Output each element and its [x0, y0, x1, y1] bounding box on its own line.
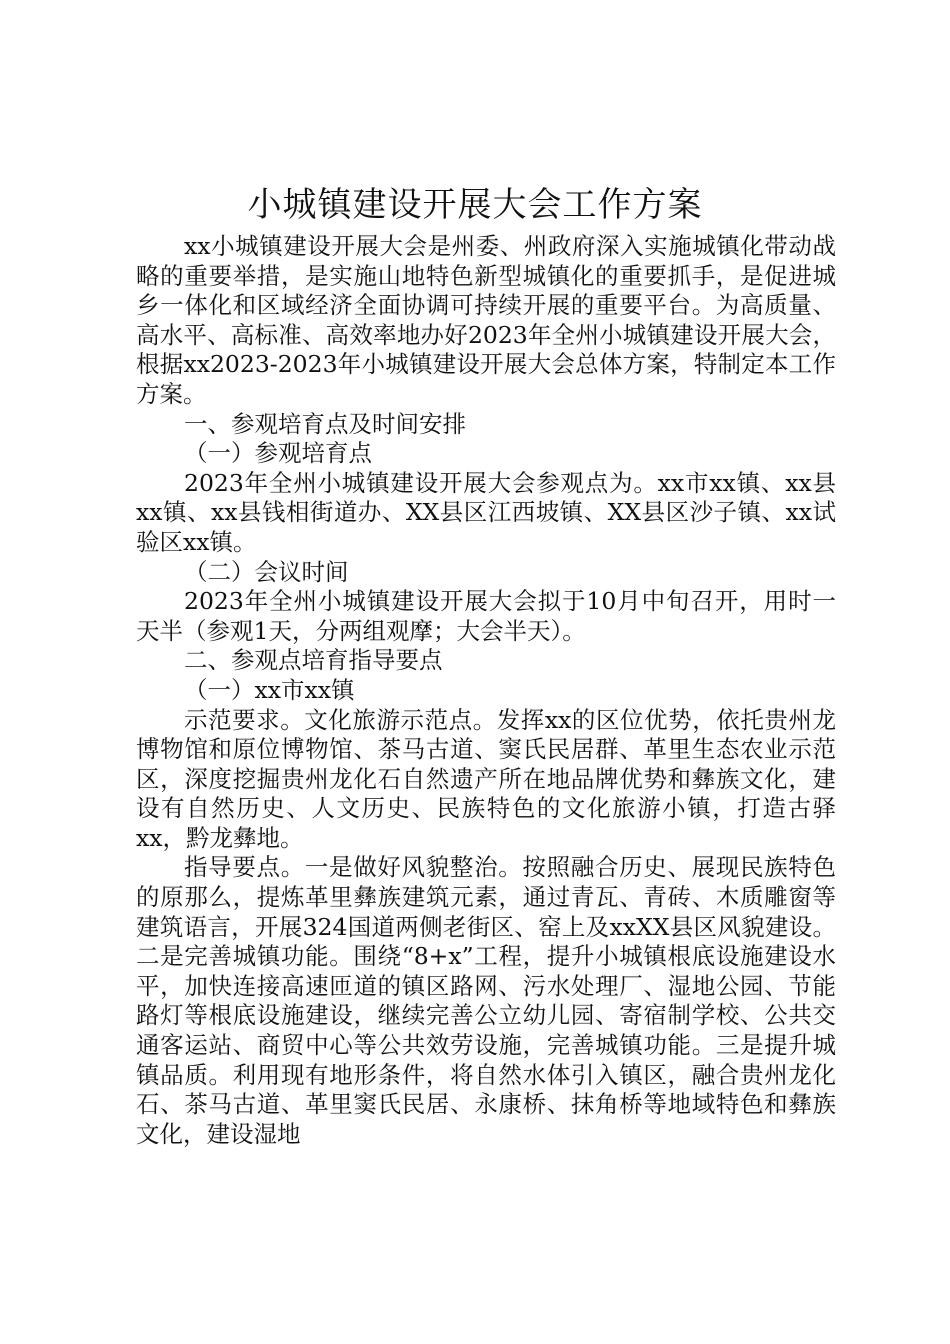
paragraph-intro: xx小城镇建设开展大会是州委、州政府深入实施城镇化带动战略的重要举措，是实施山地特色新型城镇化的重要抓手，是促进城乡一体化和区域经济全面协调可持续开展的重要平台。为高质量、高水平、高标准、高效率地办好2023年全州小城镇建设开展大会，根据xx2023-2023年小城镇建设开展大会总体方案，特制定本工作方案。 — [136, 232, 836, 408]
paragraph-guidance-points: 指导要点。一是做好风貌整治。按照融合历史、展现民族特色的原那么，提炼革里彝族建筑元素，通过青瓦、青砖、木质雕窗等建筑语言，开展324国道两侧老街区、窑上及xxXX县区风貌建设。二是完善城镇功能。围绕“8+x”工程，提升小城镇根底设施建设水平，加快连接高速匝道的镇区路网、污水处理厂、湿地公园、节能路灯等根底设施建设，继续完善公立幼儿园、寄宿制学校、公共交通客运站、商贸中心等公共效劳设施，完善城镇功能。三是提升城镇品质。利用现有地形条件，将自然水体引入镇区，融合贵州龙化石、茶马古道、革里窦氏民居、永康桥、抹角桥等地域特色和彝族文化，建设湿地 — [136, 853, 836, 1148]
document-title: 小城镇建设开展大会工作方案 — [247, 185, 703, 225]
heading-subsection-2-1: （一）xx市xx镇 — [184, 675, 355, 704]
heading-section-1: 一、参观培育点及时间安排 — [184, 409, 466, 438]
paragraph-visit-points: 2023年全州小城镇建设开展大会参观点为。xx市xx镇、xx县xx镇、xx县钱相街道办、XX县区江西坡镇、XX县区沙子镇、xx试验区xx镇。 — [136, 468, 836, 556]
heading-section-2: 二、参观点培育指导要点 — [184, 646, 443, 675]
heading-subsection-1-2: （二）会议时间 — [184, 557, 349, 586]
heading-subsection-1-1: （一）参观培育点 — [184, 439, 372, 468]
paragraph-meeting-time: 2023年全州小城镇建设开展大会拟于10月中旬召开，用时一天半（参观1天，分两组观摩；大会半天）。 — [136, 587, 836, 645]
paragraph-demo-requirements: 示范要求。文化旅游示范点。发挥xx的区位优势，依托贵州龙博物馆和原位博物馆、茶马古道、窦氏民居群、革里生态农业示范区，深度挖掘贵州龙化石自然遗产所在地品牌优势和彝族文化，建设有自然历史、人文历史、民族特色的文化旅游小镇，打造古驿xx，黔龙彝地。 — [136, 705, 836, 852]
document-body — [136, 232, 836, 1149]
